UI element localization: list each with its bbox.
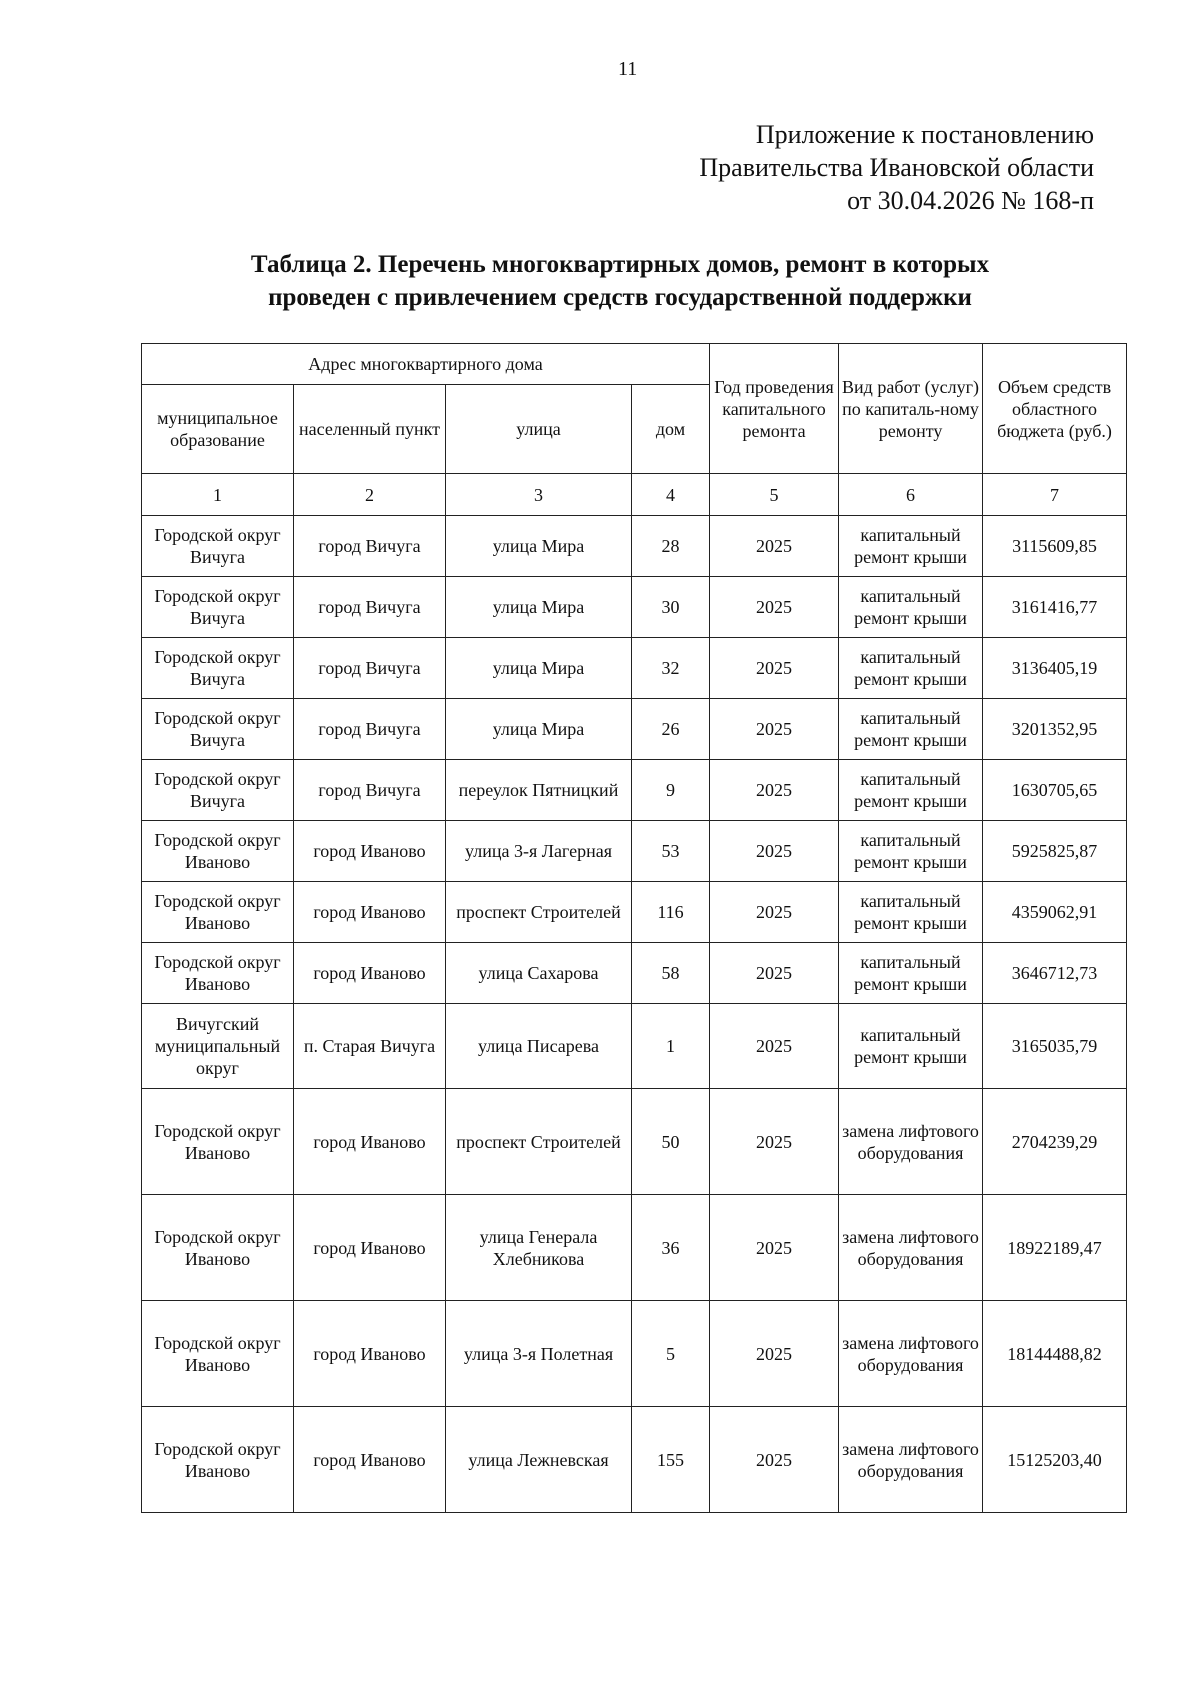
cell-street: улица Сахарова [446, 943, 632, 1004]
cell-year: 2025 [710, 882, 839, 943]
cell-municipality: Городской округ Иваново [142, 882, 294, 943]
cell-work-type: капитальный ремонт крыши [839, 760, 983, 821]
cell-house: 58 [632, 943, 710, 1004]
table-row [142, 516, 1127, 577]
cell-municipality: Городской округ Иваново [142, 821, 294, 882]
cell-municipality: Городской округ Иваново [142, 1195, 294, 1301]
cell-house: 30 [632, 577, 710, 638]
table-row [142, 943, 1127, 1004]
cell-work-type: капитальный ремонт крыши [839, 577, 983, 638]
table-row [142, 760, 1127, 821]
cell-budget: 1630705,65 [983, 760, 1127, 821]
cell-budget: 18922189,47 [983, 1195, 1127, 1301]
cell-locality: город Вичуга [294, 760, 446, 821]
column-number: 3 [446, 474, 632, 516]
cell-year: 2025 [710, 638, 839, 699]
cell-street: проспект Строителей [446, 1089, 632, 1195]
cell-work-type: капитальный ремонт крыши [839, 821, 983, 882]
header-house: дом [632, 385, 710, 474]
approval-line-3: от 30.04.2026 № 168-п [847, 186, 1094, 215]
cell-house: 50 [632, 1089, 710, 1195]
table-row [142, 1301, 1127, 1407]
cell-street: улица 3-я Лагерная [446, 821, 632, 882]
table-row [142, 577, 1127, 638]
cell-house: 32 [632, 638, 710, 699]
cell-year: 2025 [710, 1195, 839, 1301]
cell-municipality: Городской округ Иваново [142, 1089, 294, 1195]
cell-work-type: капитальный ремонт крыши [839, 638, 983, 699]
table-title-line-2: проведен с привлечением средств государственной поддержки [268, 284, 972, 311]
cell-work-type: замена лифтового оборудования [839, 1195, 983, 1301]
cell-year: 2025 [710, 943, 839, 1004]
cell-locality: город Иваново [294, 1195, 446, 1301]
cell-street: улица Мира [446, 699, 632, 760]
houses-table [141, 343, 1127, 1513]
cell-year: 2025 [710, 1301, 839, 1407]
table-row [142, 821, 1127, 882]
column-number: 5 [710, 474, 839, 516]
cell-budget: 18144488,82 [983, 1301, 1127, 1407]
cell-street: проспект Строителей [446, 882, 632, 943]
cell-work-type: капитальный ремонт крыши [839, 699, 983, 760]
cell-municipality: Городской округ Вичуга [142, 760, 294, 821]
cell-year: 2025 [710, 577, 839, 638]
cell-locality: город Вичуга [294, 577, 446, 638]
cell-house: 36 [632, 1195, 710, 1301]
header-address-group: Адрес многоквартирного дома [142, 344, 710, 385]
cell-locality: город Иваново [294, 821, 446, 882]
column-number: 1 [142, 474, 294, 516]
column-number: 2 [294, 474, 446, 516]
cell-work-type: капитальный ремонт крыши [839, 1004, 983, 1089]
page-number-text: 11 [618, 58, 638, 80]
column-number-row [142, 474, 1127, 516]
header-work-type: Вид работ (услуг) по капиталь-ному ремонту [839, 344, 983, 474]
column-number: 7 [983, 474, 1127, 516]
cell-municipality: Городской округ Вичуга [142, 577, 294, 638]
cell-work-type: капитальный ремонт крыши [839, 516, 983, 577]
cell-house: 5 [632, 1301, 710, 1407]
cell-work-type: капитальный ремонт крыши [839, 943, 983, 1004]
cell-locality: город Иваново [294, 1089, 446, 1195]
cell-locality: город Иваново [294, 1301, 446, 1407]
cell-house: 116 [632, 882, 710, 943]
cell-municipality: Городской округ Иваново [142, 1301, 294, 1407]
cell-year: 2025 [710, 1004, 839, 1089]
cell-budget: 5925825,87 [983, 821, 1127, 882]
cell-budget: 2704239,29 [983, 1089, 1127, 1195]
cell-year: 2025 [710, 821, 839, 882]
cell-street: улица Мира [446, 577, 632, 638]
table-row [142, 1004, 1127, 1089]
cell-municipality: Городской округ Вичуга [142, 638, 294, 699]
cell-street: переулок Пятницкий [446, 760, 632, 821]
cell-house: 28 [632, 516, 710, 577]
cell-municipality: Вичугский муниципальный округ [142, 1004, 294, 1089]
cell-street: улица 3-я Полетная [446, 1301, 632, 1407]
header-municipality: муниципальное образование [142, 385, 294, 474]
cell-locality: город Иваново [294, 943, 446, 1004]
table-row [142, 699, 1127, 760]
cell-street: улица Лежневская [446, 1407, 632, 1513]
cell-street: улица Генерала Хлебникова [446, 1195, 632, 1301]
cell-budget: 3115609,85 [983, 516, 1127, 577]
cell-house: 1 [632, 1004, 710, 1089]
cell-house: 26 [632, 699, 710, 760]
approval-line-2: Правительства Ивановской области [699, 153, 1094, 182]
cell-budget: 3165035,79 [983, 1004, 1127, 1089]
cell-locality: п. Старая Вичуга [294, 1004, 446, 1089]
cell-locality: город Иваново [294, 882, 446, 943]
cell-budget: 4359062,91 [983, 882, 1127, 943]
table-row [142, 638, 1127, 699]
column-number: 4 [632, 474, 710, 516]
table-title [0, 248, 1200, 314]
cell-municipality: Городской округ Вичуга [142, 516, 294, 577]
approval-block [699, 118, 1094, 217]
cell-work-type: капитальный ремонт крыши [839, 882, 983, 943]
cell-locality: город Вичуга [294, 699, 446, 760]
cell-budget: 3201352,95 [983, 699, 1127, 760]
cell-year: 2025 [710, 699, 839, 760]
cell-street: улица Мира [446, 638, 632, 699]
cell-budget: 3136405,19 [983, 638, 1127, 699]
column-number: 6 [839, 474, 983, 516]
approval-line-1: Приложение к постановлению [755, 120, 1094, 149]
header-budget: Объем средств областного бюджета (руб.) [983, 344, 1127, 474]
table-row [142, 1195, 1127, 1301]
cell-year: 2025 [710, 760, 839, 821]
cell-locality: город Вичуга [294, 638, 446, 699]
table-row [142, 1407, 1127, 1513]
cell-municipality: Городской округ Иваново [142, 1407, 294, 1513]
cell-budget: 15125203,40 [983, 1407, 1127, 1513]
header-locality: населенный пункт [294, 385, 446, 474]
table-row [142, 882, 1127, 943]
cell-budget: 3646712,73 [983, 943, 1127, 1004]
cell-house: 53 [632, 821, 710, 882]
cell-locality: город Иваново [294, 1407, 446, 1513]
cell-locality: город Вичуга [294, 516, 446, 577]
table-title-line-1: Таблица 2. Перечень многоквартирных домов, ремонт в которых [250, 251, 990, 278]
cell-budget: 3161416,77 [983, 577, 1127, 638]
header-year: Год проведения капитального ремонта [710, 344, 839, 474]
table-row [142, 1089, 1127, 1195]
cell-house: 9 [632, 760, 710, 821]
cell-street: улица Писарева [446, 1004, 632, 1089]
cell-year: 2025 [710, 516, 839, 577]
cell-work-type: замена лифтового оборудования [839, 1089, 983, 1195]
cell-house: 155 [632, 1407, 710, 1513]
cell-municipality: Городской округ Иваново [142, 943, 294, 1004]
cell-municipality: Городской округ Вичуга [142, 699, 294, 760]
cell-work-type: замена лифтового оборудования [839, 1301, 983, 1407]
header-street: улица [446, 385, 632, 474]
cell-work-type: замена лифтового оборудования [839, 1407, 983, 1513]
cell-year: 2025 [710, 1089, 839, 1195]
cell-street: улица Мира [446, 516, 632, 577]
cell-year: 2025 [710, 1407, 839, 1513]
